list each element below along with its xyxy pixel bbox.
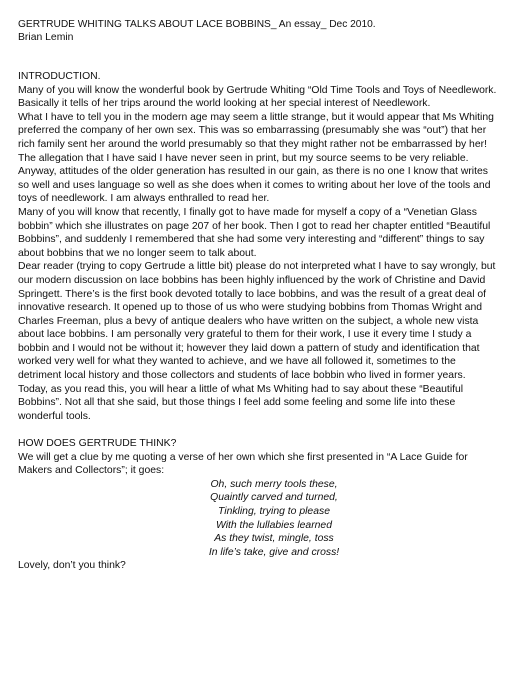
verse-line: Tinkling, trying to please	[218, 506, 330, 517]
document-author: Brian Lemin	[18, 32, 74, 43]
document-page	[18, 18, 500, 573]
document-title: GERTRUDE WHITING TALKS ABOUT LACE BOBBINS_ An essay_ Dec 2010.	[18, 19, 376, 30]
verse-line: With the lullabies learned	[215, 519, 332, 531]
paragraph-intro-3: Many of you will know that recently, I finally got to have made for myself a copy of a “Venetian Glass bobbin” which she illustrates on page 207 of her book. Then I got to read her chapter entitled “Beautiful Bobbins”, and suddenly I remembered that she had some very interesting and “different” things to say about bobbins that we no longer seem to talk about.	[18, 206, 491, 259]
section-heading-think: HOW DOES GERTRUDE THINK?	[18, 438, 177, 450]
paragraph-intro-5: Today, as you read this, you will hear a little of what Ms Whiting had to say about these “Beautiful Bobbins”. Not all that she said, but those things I feel add some feeling and some life into these wonderful tools.	[18, 383, 464, 422]
spacer	[18, 423, 500, 437]
section-heading-introduction: INTRODUCTION.	[18, 71, 101, 82]
spacer	[18, 44, 500, 70]
verse-line: As they twist, mingle, toss	[214, 533, 334, 545]
paragraph-intro-1: Many of you will know the wonderful book by Gertrude Whiting “Old Time Tools and Toys of Needlework. Basically it tells of her trips around the world looking at her special interest of Needlework.	[18, 84, 497, 110]
verse-line: Quaintly carved and turned,	[210, 492, 338, 504]
paragraph-intro-2: What I have to tell you in the modern age may seem a little strange, but it would appear that Ms Whiting preferred the company of her own sex. This was so embarrassing (presumably she was “out”) that her rich family sent her around the world presumably so that they might rather not be embarrassed by her! The allegation that I have said I have never seen in print, but my source seems to be very reliable. Anyway, attitudes of the older generation has resulted in our gain, as there is no one I know that writes so well and uses language so well as she does when it comes to writing about her love of the tools and toys of needlework. I am always enthralled to read her.	[18, 111, 494, 205]
paragraph-intro-4: Dear reader (trying to copy Gertrude a little bit) please do not interpreted what I have to say wrongly, but our modern discussion on lace bobbins has been highly influenced by the work of Christine and David Springett. There’s is the first book devoted totally to lace bobbins, and was the result of a great deal of innovative research. It opened up to those of us who were studying bobbins from Thomas Wright and Charles Freeman, plus a bevy of antique dealers who have written on the subject, a whole new vista about lace bobbins. I am personally very grateful to them for their work, I use it every time I study a bobbin and I would not be without it; however they laid down a pattern of study and identification that worked very well for what they wanted to achieve, and we have all followed it, sometimes to the detriment local history and those collectors and students of lace bobbin who lived in former years.	[18, 261, 496, 382]
verse-block	[18, 478, 500, 560]
verse-line: Oh, such merry tools these,	[210, 478, 338, 490]
paragraph-closing: Lovely, don’t you think?	[18, 560, 126, 572]
paragraph-think: We will get a clue by me quoting a verse of her own which she first presented in “A Lace Guide for Makers and Collectors”; it goes:	[18, 451, 468, 477]
verse-line: In life’s take, give and cross!	[208, 546, 340, 558]
